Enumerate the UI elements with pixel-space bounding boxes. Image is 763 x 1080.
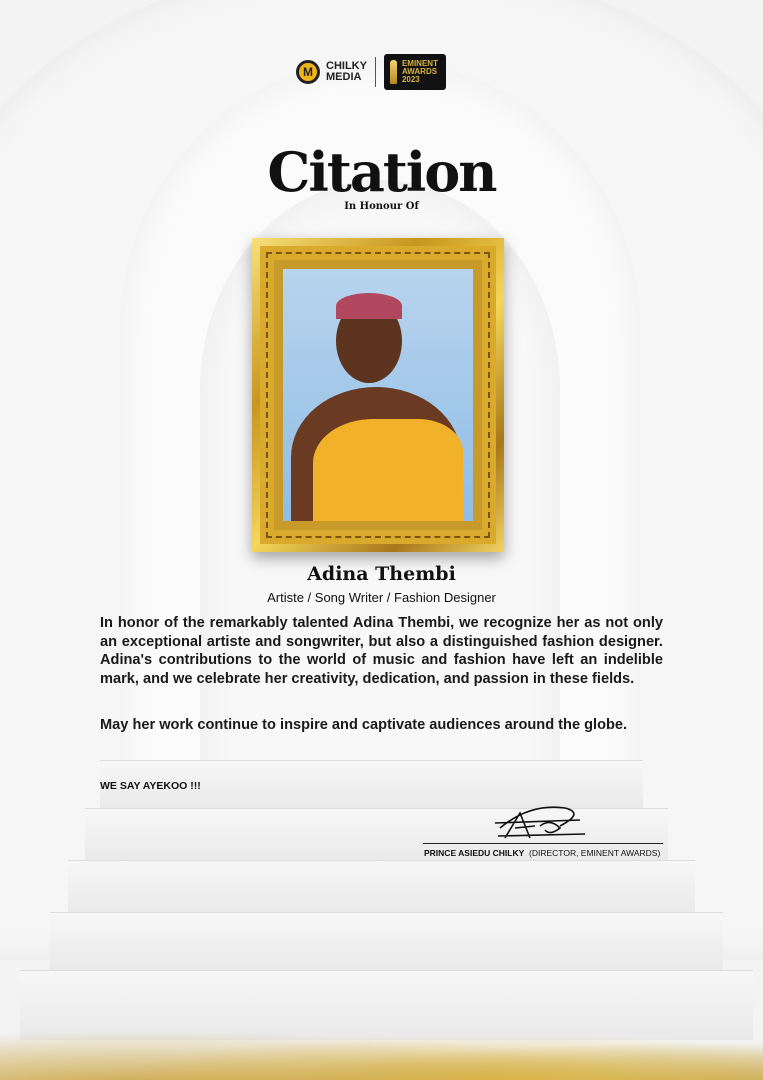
trophy-icon [390,60,397,84]
honoree-photo [283,269,473,521]
eminent-awards-logo: EMINENT AWARDS 2023 [384,54,446,90]
signatory: PRINCE ASIEDU CHILKY (DIRECTOR, EMINENT AWARDS) [424,848,661,858]
portrait-frame [252,238,504,552]
citation-paragraph-2: May her work continue to inspire and captivate audiences around the globe. [100,717,628,733]
gold-ribbon [0,1020,763,1080]
page-subtitle: In Honour Of [344,201,419,212]
signature [490,798,590,848]
page-title: Citation [267,140,496,204]
honoree-role: Artiste / Song Writer / Fashion Designer [267,590,496,605]
logo-divider [375,57,376,87]
closing-text: WE SAY AYEKOO !!! [100,780,201,792]
signature-line [423,843,663,844]
chilky-media-logo-icon: M [296,60,320,84]
honoree-name: Adina Thembi [307,563,456,585]
chilky-media-logo: CHILKY MEDIA [326,60,367,83]
citation-paragraph-1: In honor of the remarkably talented Adina Thembi, we recognize her as not only an exceptional artiste and songwriter, but also a distinguished fashion designer. Adina's contributions to the world of music and fashion have left an indelible mark, and we celebrate her creativity, dedication, and passion in these fields. [100,615,663,687]
logo-group [296,54,446,90]
